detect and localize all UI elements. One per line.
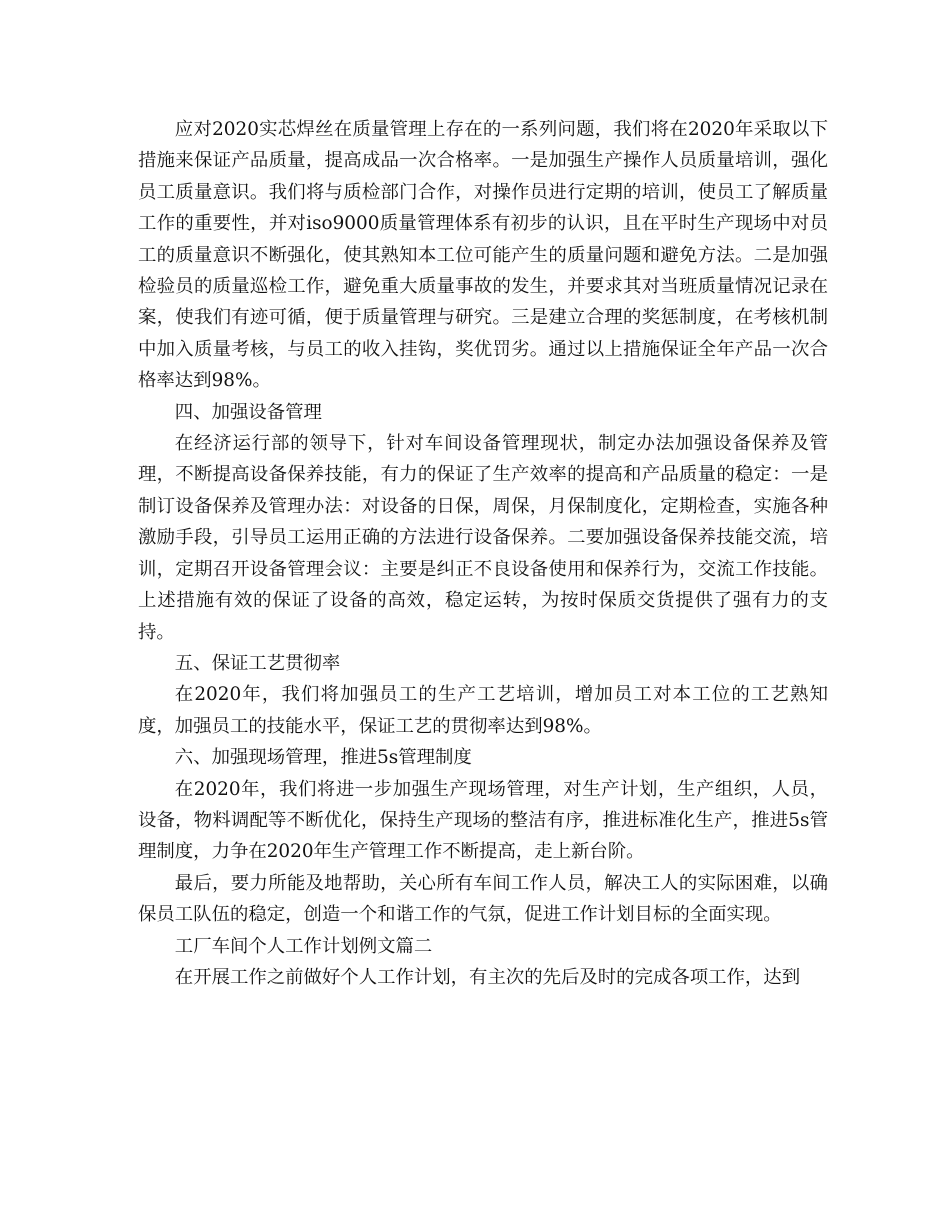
paragraph-conclusion: 最后，要力所能及地帮助，关心所有车间工作人员，解决工人的实际困难，以确保员工队伍的稳定，创造一个和谐工作的气氛，促进工作计划目标的全面实现。 — [138, 872, 828, 926]
paragraph-site-management: 在2020年，我们将进一步加强生产现场管理，对生产计划，生产组织，人员，设备，物料调配等不断优化，保持生产现场的整洁有序，推进标准化生产，推进5s管理制度，力争在2020年生产管理工作不断提高，走上新台阶。 — [138, 778, 828, 863]
paragraph-quality-measures: 应对2020实芯焊丝在质量管理上存在的一系列问题，我们将在2020年采取以下措施来保证产品质量，提高成品一次合格率。一是加强生产操作人员质量培训，强化员工质量意识。我们将与质检部门合作，对操作员进行定期的培训，使员工了解质量工作的重要性，并对iso9000质量管理体系有初步的认识，且在平时生产现场中对员工的质量意识不断强化，使其熟知本工位可能产生的质量问题和避免方法。二是加强检验员的质量巡检工作，避免重大质量事故的发生，并要求其对当班质量情况记录在案，使我们有迹可循，便于质量管理与研究。三是建立合理的奖惩制度，在考核机制中加入质量考核，与员工的收入挂钩，奖优罚劣。通过以上措施保证全年产品一次合格率达到98%。 — [138, 119, 828, 392]
article-title-part-two: 工厂车间个人工作计划例文篇二 — [174, 935, 433, 957]
document-body — [138, 114, 828, 993]
paragraph-equipment-management: 在经济运行部的领导下，针对车间设备管理现状，制定办法加强设备保养及管理，不断提高设备保养技能，有力的保证了生产效率的提高和产品质量的稳定：一是制订设备保养及管理办法：对设备的日保，周保，月保制度化，定期检查，实施各种激励手段，引导员工运用正确的方法进行设备保养。二要加强设备保养技能交流，培训，定期召开设备管理会议：主要是纠正不良设备使用和保养行为，交流工作技能。上述措施有效的保证了设备的高效，稳定运转，为按时保质交货提供了强有力的支持。 — [138, 433, 828, 643]
section-heading-site-management: 六、加强现场管理，推进5s管理制度 — [174, 747, 472, 769]
paragraph-process-rate: 在2020年，我们将加强员工的生产工艺培训，增加员工对本工位的工艺熟知度，加强员工的技能水平，保证工艺的贯彻率达到98%。 — [138, 684, 828, 737]
section-heading-equipment: 四、加强设备管理 — [174, 401, 322, 423]
section-heading-process: 五、保证工艺贯彻率 — [174, 652, 341, 674]
paragraph-part-two-intro: 在开展工作之前做好个人工作计划，有主次的先后及时的完成各项工作，达到 — [174, 966, 801, 988]
